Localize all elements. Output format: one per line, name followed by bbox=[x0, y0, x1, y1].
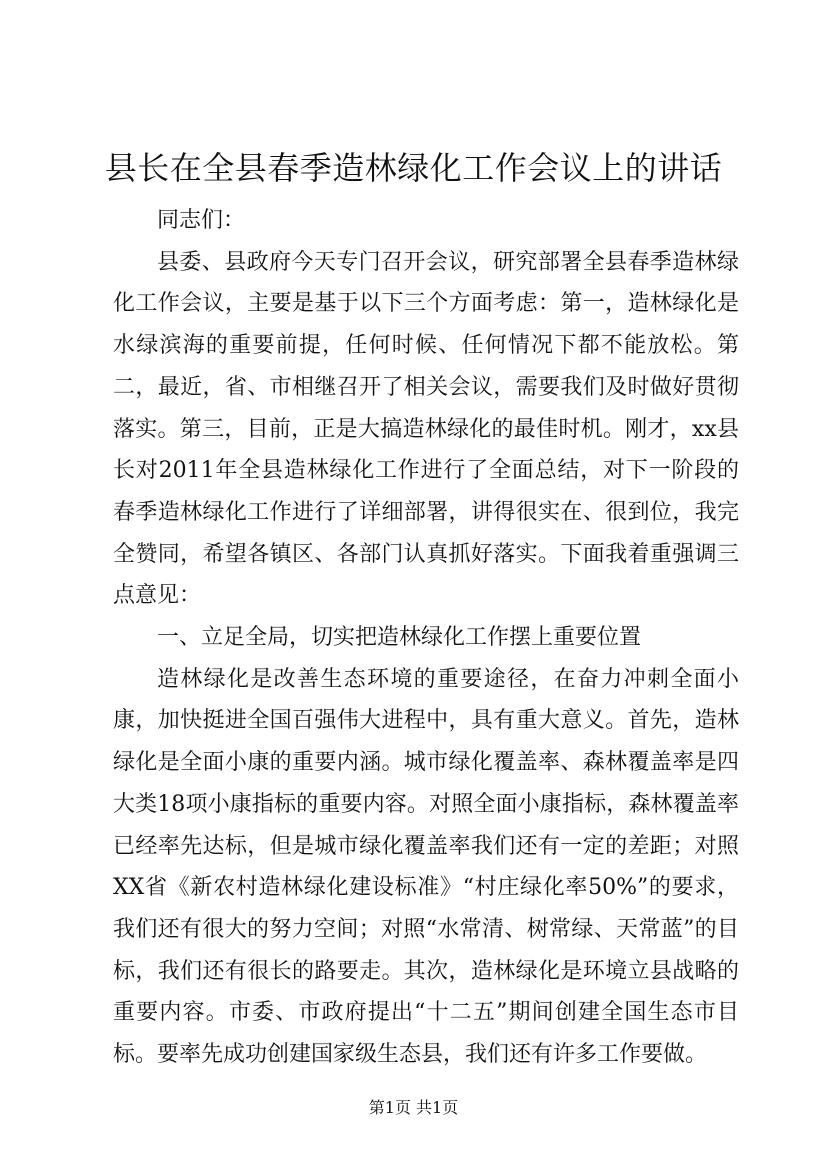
salutation: 同志们： bbox=[157, 208, 246, 233]
document-body bbox=[113, 200, 739, 1076]
section-heading: 一、立足全局，切实把造林绿化工作摆上重要位置 bbox=[157, 625, 642, 651]
paragraph-intro: 县委、县政府今天专门召开会议，研究部署全县春季造林绿化工作会议，主要是基于以下三个方面考虑：第一，造林绿化是水绿滨海的重要前提，任何时候、任何情况下都不能放松。第二，最近，省、市相继召开了相关会议，需要我们及时做好贯彻落实。第三，目前，正是大搞造林绿化的最佳时机。刚才，xx县长对2011年全县造林绿化工作进行了全面总结，对下一阶段的春季造林绿化工作进行了详细部署，讲得很实在、很到位，我完全赞同，希望各镇区、各部门认真抓好落实。下面我着重强调三点意见： bbox=[113, 249, 739, 609]
paragraph-section-1: 造林绿化是改善生态环境的重要途径，在奋力冲刺全面小康，加快挺进全国百强伟大进程中，具有重大意义。首先，造林绿化是全面小康的重要内涵。城市绿化覆盖率、森林覆盖率是四大类18项小康指标的重要内容。对照全面小康指标，森林覆盖率已经率先达标，但是城市绿化覆盖率我们还有一定的差距；对照XX省《新农村造林绿化建设标准》“村庄绿化率50%”的要求，我们还有很大的努力空间；对照“水常清、树常绿、天常蓝”的目标，我们还有很长的路要走。其次，造林绿化是环境立县战略的重要内容。市委、市政府提出“十二五”期间创建全国生态市目标。要率先成功创建国家级生态县，我们还有许多工作要做。 bbox=[113, 666, 739, 1068]
document-title: 县长在全县春季造林绿化工作会议上的讲话 bbox=[104, 149, 723, 187]
page-footer: 第1页 共1页 bbox=[368, 1098, 459, 1117]
